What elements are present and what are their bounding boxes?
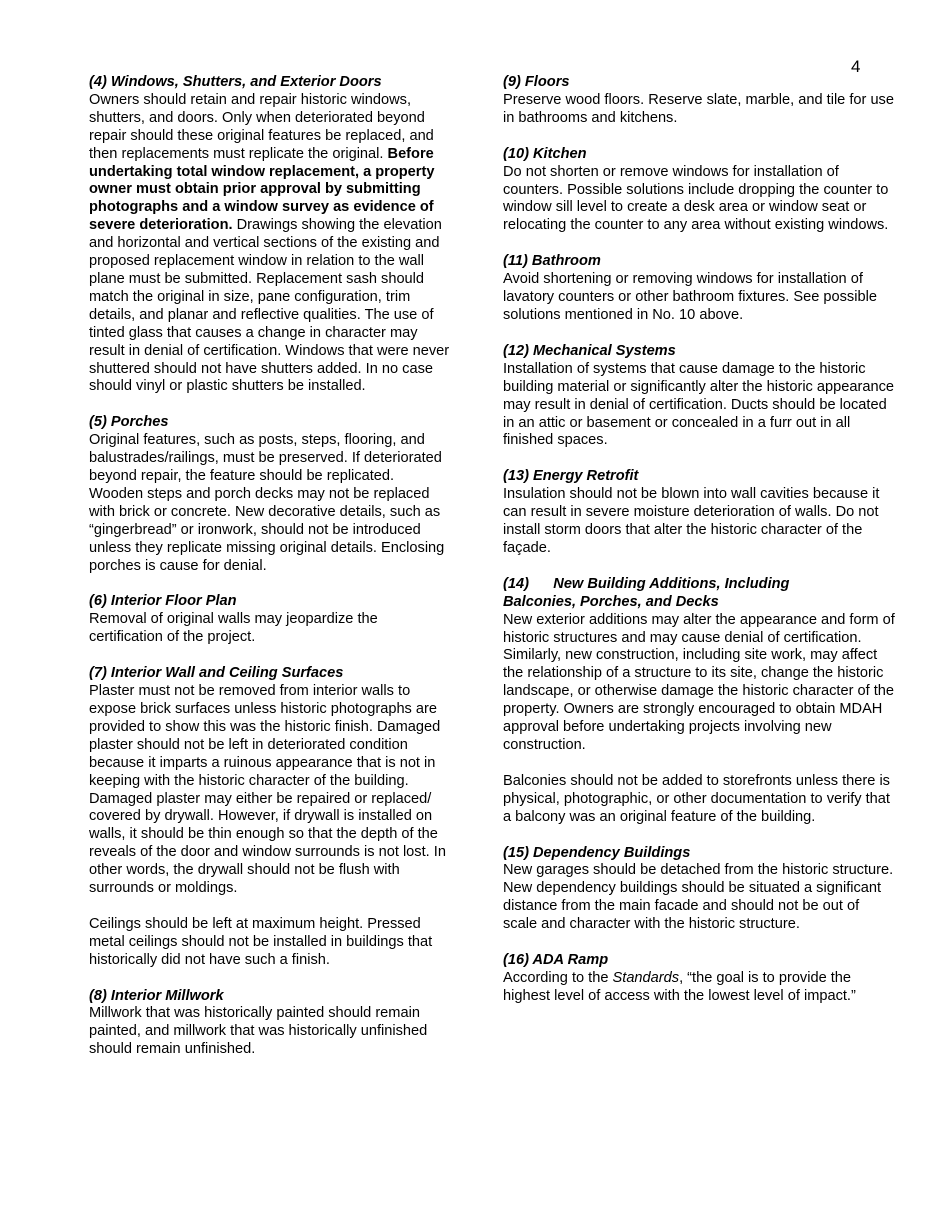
section-heading: (14) New Building Additions, Including [503,575,790,592]
section-paragraph: Ceilings should be left at maximum height. Pressed metal ceilings should not be installed in buildings that historically did not have such a finish. [89,915,433,968]
section-heading: (12) Mechanical Systems [503,342,676,359]
bold-requirement-text: Before undertaking total window replacement, a property owner must obtain prior approval by submitting photographs and a window survey as evidence of severe deterioration. [89,145,435,234]
section-paragraph: Balconies should not be added to storefronts unless there is physical, photographic, or other documentation to verify that a balcony was an original feature of the building. [503,772,890,825]
section-heading: (7) Interior Wall and Ceiling Surfaces [89,665,344,682]
section-porches [89,414,451,575]
section-paragraph: Installation of systems that cause damage to the historic building material or significantly alter the historic appearance may result in denial of certification. Ducts should be located in an attic or basement or concealed in a furr out in all finished spaces. [503,360,894,449]
section-paragraph: Do not shorten or remove windows for installation of counters. Possible solutions include dropping the counter to window sill level to create a desk area or window seat or relocating the counter to any area without existing windows. [503,163,889,234]
section-interior-floor-plan [89,593,451,647]
section-heading: (11) Bathroom [503,253,601,270]
section-paragraph [503,970,895,1006]
section-paragraph: Plaster must not be removed from interior walls to expose brick surfaces unless historic photographs are provided to show this was the historic finish. Damaged plaster should not be left in deteriorated condition because it imparts a ruinous appearance that is not in keeping with the historic character of the building. Damaged plaster may either be repaired or replaced/ covered by drywall. However, if drywall is installed on walls, it should be thin enough so that the depth of the reveals of the door and window surrounds is not lost. In other words, the drywall should not be flush with surrounds or moldings. [89,683,446,897]
section-heading: (10) Kitchen [503,145,587,162]
section-heading-continued: Balconies, Porches, and Decks [503,593,719,610]
right-column [503,74,895,1024]
section-ada-ramp [503,952,895,1006]
section-paragraph: Preserve wood floors. Reserve slate, marble, and tile for use in bathrooms and kitchens. [503,91,894,126]
section-interior-wall-ceiling [89,665,451,969]
paragraph-text: Owners should retain and repair historic windows, shutters, and doors. Only when deteriorated beyond repair should these original features be replaced, and then replacements must replicate the original. [89,91,434,162]
section-floors [503,74,895,128]
section-mechanical-systems [503,343,895,450]
section-new-building-additions [503,576,895,827]
section-heading: (6) Interior Floor Plan [89,593,237,610]
section-dependency-buildings [503,845,895,935]
section-paragraph: New garages should be detached from the historic structure. New dependency buildings should be situated a significant distance from the main facade and should not be out of scale and character with the historic structure. [503,862,894,933]
section-paragraph: New exterior additions may alter the appearance and form of historic structures and may cause denial of certification. Similarly, new construction, including site work, may affect the relationship of a structure to its site, change the historic landscape, or otherwise damage the historic character of the property. Owners are strongly encouraged to obtain MDAH approval before undertaking projects involving new construction. [503,611,895,753]
section-heading: (5) Porches [89,414,169,431]
section-paragraph: Insulation should not be blown into wall cavities because it can result in severe moisture deterioration of walls. Do not install storm doors that alter the historic character of the façade. [503,486,880,556]
section-kitchen [503,146,895,236]
page-number: 4 [851,57,861,76]
paragraph-text: , “the goal is to provide the highest level of access with the lowest level of impact.” [503,969,856,1004]
section-energy-retrofit [503,468,895,558]
section-paragraph: Avoid shortening or removing windows for installation of lavatory counters or other bathroom fixtures. See possible solutions mentioned in No. 10 above. [503,271,877,323]
section-windows-shutters-doors [89,74,451,396]
section-heading: (4) Windows, Shutters, and Exterior Doors [89,74,382,90]
section-heading: (13) Energy Retrofit [503,468,639,485]
section-heading: (8) Interior Millwork [89,987,224,1004]
left-column [89,74,451,1077]
section-paragraph: Original features, such as posts, steps, flooring, and balustrades/railings, must be preserved. If deteriorated beyond repair, the feature should be replicated. Wooden steps and porch decks may not be replaced with brick or concrete. New decorative details, such as “gingerbread” or ironwork, should not be introduced unless they replicate missing original details. Enclosing porches is cause for denial. [89,432,445,574]
section-bathroom [503,253,895,325]
standards-emphasis-text: Standards [612,969,680,986]
section-paragraph: Removal of original walls may jeopardize the certification of the project. [89,611,378,646]
section-heading: (16) ADA Ramp [503,952,609,969]
section-heading: (15) Dependency Buildings [503,844,691,861]
section-interior-millwork [89,988,451,1060]
section-heading: (9) Floors [503,74,570,90]
paragraph-text: According to the [503,969,613,986]
section-paragraph: Millwork that was historically painted should remain painted, and millwork that was historically unfinished should remain unfinished. [89,1005,428,1058]
section-paragraph [89,92,451,396]
paragraph-text: Drawings showing the elevation and horizontal and vertical sections of the existing and proposed replacement window in relation to the wall plane must be submitted. Replacement sash should match the original in size, pane configuration, trim details, and planar and reflective qualities. The use of tinted glass that causes a change in character may result in denial of certification. Windows that were never shuttered should not have shutters added. In no case should vinyl or plastic shutters be installed. [89,217,450,395]
